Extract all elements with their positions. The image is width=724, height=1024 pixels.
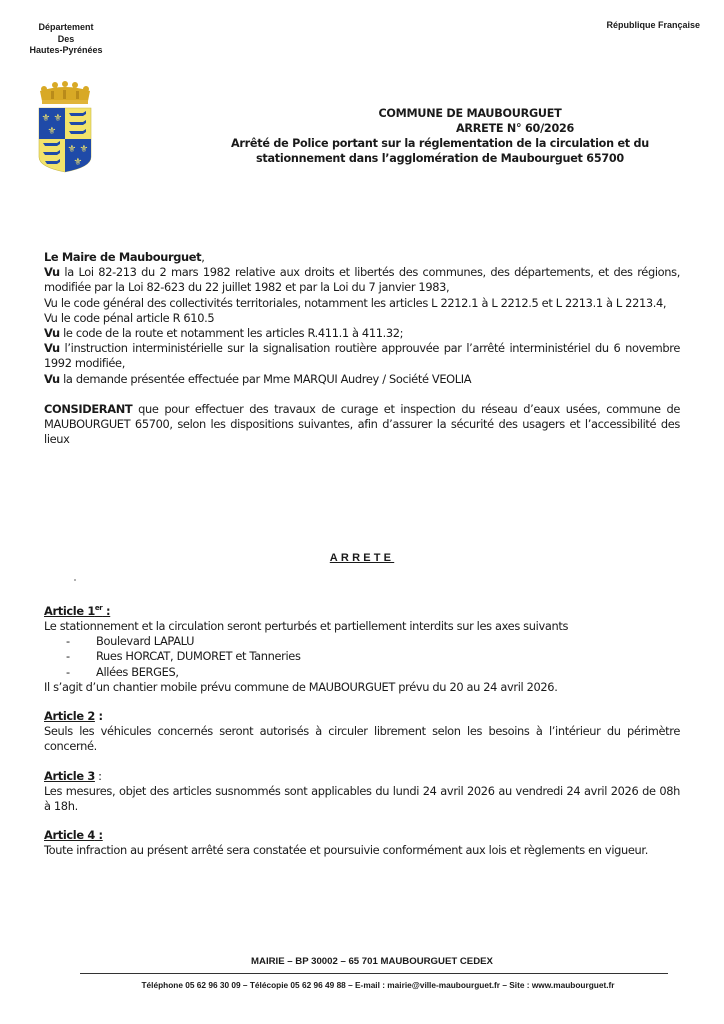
article-text: Toute infraction au présent arrêté sera constatée et poursuivie conformément aux lois et règlements en vigueur.	[44, 843, 648, 858]
maire-heading: Le Maire de Maubourguet	[44, 250, 202, 264]
department-line: Des	[57, 33, 75, 44]
visa-item: Vu la Loi 82-213 du 2 mars 1982 relative aux droits et libertés des communes, des départements, et des régions, modifiée par la Loi 82-623 du 22 juillet 1982 et par la Loi du 7 janvier 1983,	[44, 265, 680, 295]
subject-line-2: stationnement dans l’agglomération de Maubourguet 65700	[256, 152, 624, 165]
street-list	[44, 634, 680, 680]
article-label: Article 3	[44, 768, 95, 783]
department-line: Hautes-Pyrénées	[29, 45, 103, 55]
article-label: Article 2	[44, 709, 95, 724]
article-text: Seuls les véhicules concernés seront autorisés à circuler librement selon les besoins à l’intérieur du périmètre concerné.	[44, 724, 680, 754]
arrete-heading: ARRETE	[329, 552, 395, 564]
commune-title: COMMUNE DE MAUBOURGUET	[378, 107, 562, 120]
visa-item: Vu la demande présentée effectuée par Mme MARQUI Audrey / Société VEOLIA	[44, 371, 472, 386]
scan-speck	[74, 579, 76, 581]
footer-divider	[80, 973, 668, 974]
street-item: - Rues HORCAT, DUMORET et Tanneries	[66, 649, 301, 664]
article-3: Article 3 : Les mesures, objet des articles susnommés sont applicables du lundi 24 avril 2026 au vendredi 24 avril 2026 de 08h à 18h.	[44, 768, 680, 814]
article-text: Le stationnement et la circulation seront perturbés et partiellement interdits sur les axes suivants	[44, 619, 569, 633]
article-label: Article 1er :	[44, 603, 111, 618]
visa-item: Vu l’instruction interministérielle sur la signalisation routière approuvée par l’arrêté interministériel du 6 novembre 1992 modifiée,	[44, 341, 680, 371]
considerant-paragraph: CONSIDERANT que pour effectuer des travaux de curage et inspection du réseau d’eaux usées, commune de MAUBOURGUET 65700, selon les dispositions suivantes, afin d’assurer la sécurité des usagers et l’accessibilité des lieux	[44, 401, 680, 447]
department-line: Département	[38, 22, 94, 32]
article-4	[44, 828, 680, 858]
document-title-block	[200, 106, 680, 166]
visa-item: Vu le code pénal article R 610.5	[44, 310, 215, 325]
arrete-number: ARRETE N° 60/2026	[455, 122, 575, 135]
department-label	[14, 22, 118, 57]
svg-text:⚜: ⚜	[73, 157, 83, 168]
article-label: Article 4 :	[44, 828, 103, 843]
subject-line-1: Arrêté de Police portant sur la réglementation de la circulation et du	[230, 137, 650, 150]
footer-contact: Téléphone 05 62 96 30 09 – Télécopie 05 62 96 49 88 – E-mail : mairie@ville-maubourguet.fr – Site : www.maubourguet.fr	[141, 980, 615, 990]
article-2: Article 2 : Seuls les véhicules concernés seront autorisés à circuler librement selon les besoins à l’intérieur du périmètre concerné.	[44, 709, 680, 754]
svg-text:⚜: ⚜	[53, 113, 63, 124]
article-text: Il s’agit d’un chantier mobile prévu commune de MAUBOURGUET prévu du 20 au 24 avril 2026.	[44, 679, 558, 694]
article-1	[44, 601, 680, 695]
visa-item: Vu le code général des collectivités territoriales, notamment les articles L 2212.1 à L 2212.5 et L 2213.1 à L 2213.4,	[44, 295, 667, 310]
svg-text:⚜: ⚜	[79, 144, 89, 155]
preamble: Le Maire de Maubourguet, Vu la Loi 82-213 du 2 mars 1982 relative aux droits et libertés des communes, des départements, et des régions, modifiée par la Loi 82-623 du 22 juillet 1982 et par la Loi du 7 janvier 1983, Vu le code général des collectivités territoriales, notamment les articles L 2212.1 à L 2212.5 et L 2213.1 à L 2213.4, Vu le code pénal article R 610.5 Vu le code de la route et notamment les articles R.411.1 à 411.32; Vu l’instruction interministérielle sur la signalisation routière approuvée par l’arrêté interministériel du 6 novembre 1992 modifiée, Vu la demande présentée effectuée par Mme MARQUI Audrey / Société VEOLIA CONSIDERANT que pour effectuer des travaux de curage et inspection du réseau d’eaux usées, commune de MAUBOURGUET 65700, selon les dispositions suivantes, afin d’assurer la sécurité des usagers et l’accessibilité des lieux	[44, 250, 680, 447]
street-item: - Allées BERGES,	[66, 664, 179, 679]
street-item: - Boulevard LAPALU	[66, 634, 195, 649]
visa-item: Vu le code de la route et notamment les articles R.411.1 à 411.32;	[44, 326, 404, 341]
footer-address: MAIRIE – BP 30002 – 65 701 MAUBOURGUET CEDEX	[251, 956, 493, 967]
republic-label: République Française	[606, 20, 700, 30]
svg-text:⚜: ⚜	[67, 144, 77, 155]
coat-of-arms-icon	[36, 77, 94, 173]
svg-text:⚜: ⚜	[41, 113, 51, 124]
svg-text:⚜: ⚜	[47, 126, 57, 137]
article-text: Les mesures, objet des articles susnommés sont applicables du lundi 24 avril 2026 au vendredi 24 avril 2026 de 08h à 18h.	[44, 783, 680, 814]
articles	[44, 601, 680, 859]
